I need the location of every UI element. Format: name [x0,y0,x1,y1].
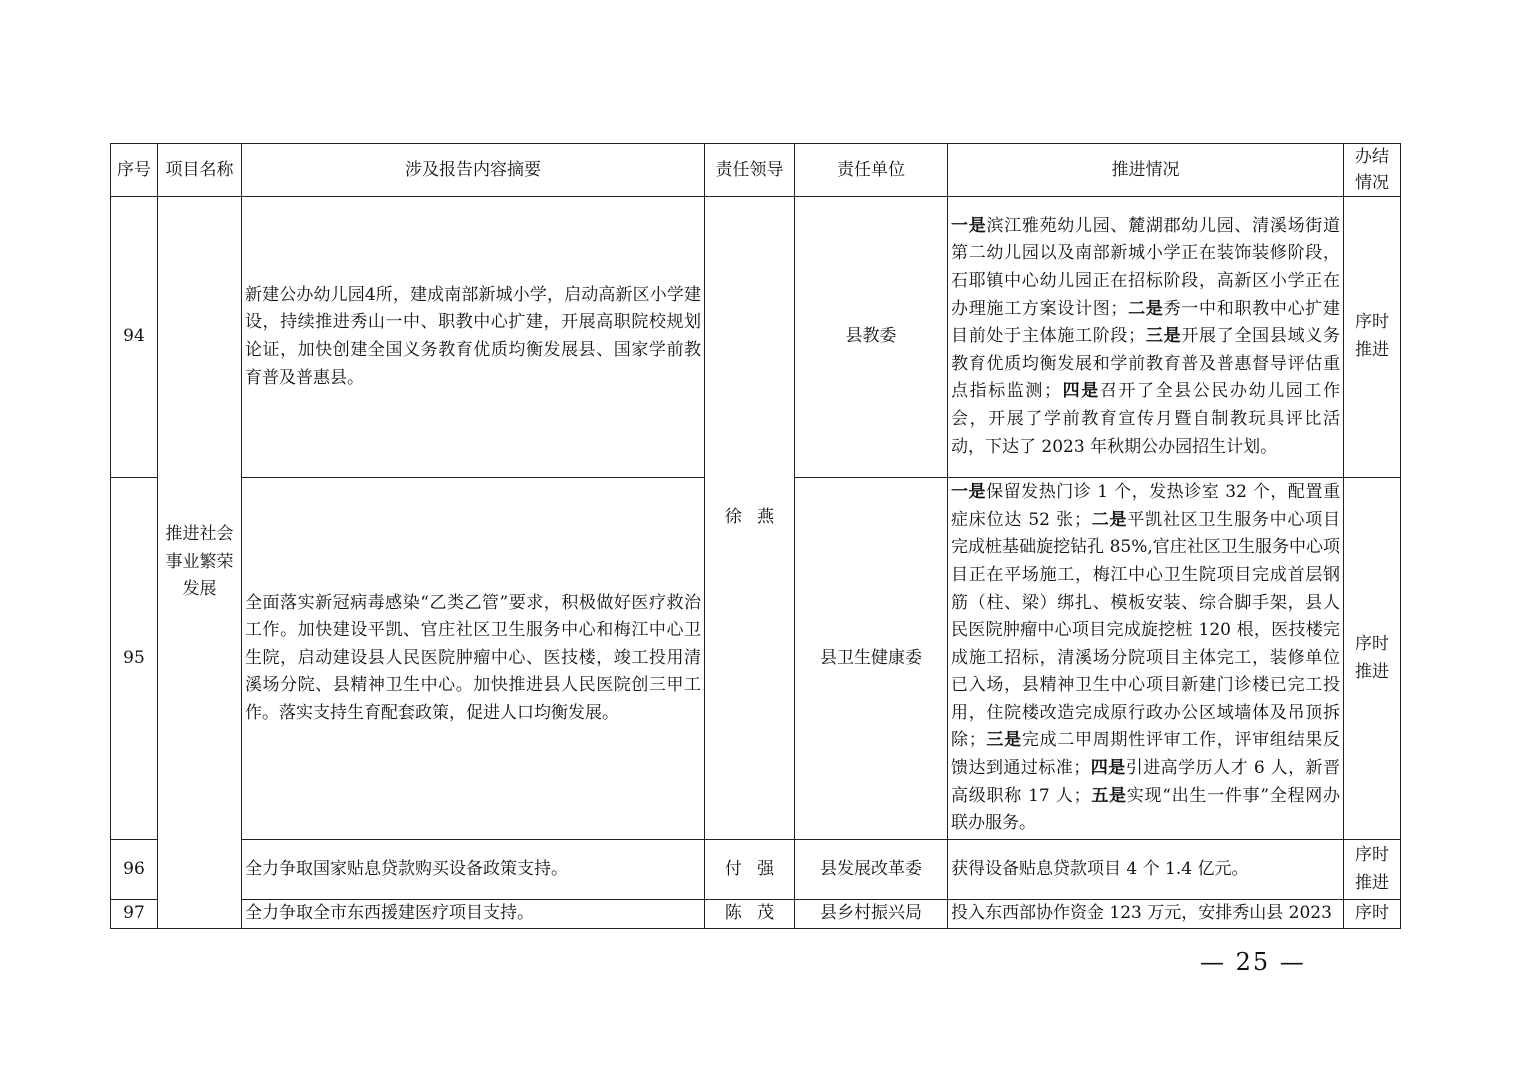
progress-text: 召开了全县公民办幼儿园工作会，开展了学前教育宣传月暨自制教玩具评比活动，下达了 2023 年秋期公办园招生计划。 [951,381,1341,457]
row-progress [948,197,1344,478]
progress-label: 四是 [1061,381,1100,402]
header-leader: 责任领导 [705,144,795,197]
row-summary: 全力争取全市东西援建医疗项目支持。 [242,900,705,929]
report-table [110,143,1401,929]
progress-text: 保留发热门诊 1 个，发热诊室 32 个，配置重症床位达 52 张； [951,482,1341,530]
row-progress [948,478,1344,840]
header-project: 项目名称 [158,144,242,197]
row-status: 序时推进 [1344,197,1401,478]
table-row [111,900,1401,929]
progress-text: 实现“出生一件事”全程网办联办服务。 [951,785,1340,834]
row-status: 序时 [1344,900,1401,929]
progress-text: 秀一中和职教中心扩建目前处于主体施工阶段； [951,298,1341,347]
row-seq: 96 [111,840,158,900]
leader-name: 徐燕 [724,507,790,528]
row-unit: 县教委 [795,197,948,478]
leader-name: 付强 [724,858,790,879]
row-seq: 95 [111,478,158,840]
table-row [111,197,1401,478]
row-status: 序时推进 [1344,840,1401,900]
progress-text: 滨江雅苑幼儿园、麓湖郡幼儿园、清溪场街道第二幼儿园以及南部新城小学正在装饰装修阶段，石耶镇中心幼儿园正在招标阶段，高新区小学正在办理施工方案设计图； [951,215,1341,319]
row-unit: 县乡村振兴局 [795,900,948,929]
leader-name: 陈茂 [724,903,790,924]
row-summary: 全力争取国家贴息贷款购买设备政策支持。 [242,840,705,900]
header-summary: 涉及报告内容摘要 [242,144,705,197]
progress-label: 四是 [1090,758,1126,779]
row-summary: 新建公办幼儿园4所，建成南部新城小学，启动高新区小学建设，持续推进秀山一中、职教中心扩建，开展高职院校规划论证，加快创建全国义务教育优质均衡发展县、国家学前教育普及普惠县。 [242,197,705,478]
header-progress: 推进情况 [948,144,1344,197]
progress-text: 平凯社区卫生服务中心项目完成桩基础旋挖钻孔 85%,官庄社区卫生服务中心项目正在平场施工，梅江中心卫生院项目完成首层钢筋（柱、梁）绑扎、模板安装、综合脚手架，县人民医院肿瘤中心项目完成旋挖桩 120 根，医技楼完成施工招标，清溪场分院项目主体完工，装修单位已入场，县精神卫生中心项目新建门诊楼已完工投用，住院楼改造完成原行政办公区域墙体及吊顶拆除； [951,509,1341,751]
progress-label: 一是 [951,482,987,503]
progress-label: 一是 [951,215,987,236]
row-summary: 全面落实新冠病毒感染“乙类乙管”要求，积极做好医疗救治工作。加快建设平凯、官庄社区卫生服务中心和梅江中心卫生院，启动建设县人民医院肿瘤中心、医技楼，竣工投用清溪场分院、县精神卫生中心。加快推进县人民医院创三甲工作。落实支持生育配套政策，促进人口均衡发展。 [242,478,705,840]
page-number: — 25 — [1200,948,1306,976]
progress-label: 三是 [985,730,1022,751]
progress-label: 三是 [1145,326,1182,347]
row-leader [705,900,795,929]
header-status: 办结情况 [1344,144,1401,197]
progress-label: 五是 [1090,785,1127,806]
leader-cell [705,197,795,840]
row-progress: 获得设备贴息贷款项目 4 个 1.4 亿元。 [948,840,1344,900]
progress-label: 二是 [1127,298,1164,319]
table-row [111,840,1401,900]
project-name-cell: 推进社会事业繁荣发展 [158,197,242,929]
header-unit: 责任单位 [795,144,948,197]
row-status: 序时推进 [1344,478,1401,840]
row-seq: 97 [111,900,158,929]
row-leader [705,840,795,900]
progress-text: 引进高学历人才 6 人，新晋高级职称 17 人； [951,758,1341,806]
row-seq: 94 [111,197,158,478]
progress-text: 完成二甲周期性评审工作，评审组结果反馈达到通过标准； [951,730,1341,779]
row-unit: 县卫生健康委 [795,478,948,840]
progress-text: 开展了全国县域义务教育优质均衡发展和学前教育普及普惠督导评估重点指标监测； [951,326,1341,402]
header-row [111,144,1401,197]
progress-label: 二是 [1090,509,1128,530]
header-seq: 序号 [111,144,158,197]
row-progress: 投入东西部协作资金 123 万元，安排秀山县 2023 [948,900,1344,929]
row-unit: 县发展改革委 [795,840,948,900]
